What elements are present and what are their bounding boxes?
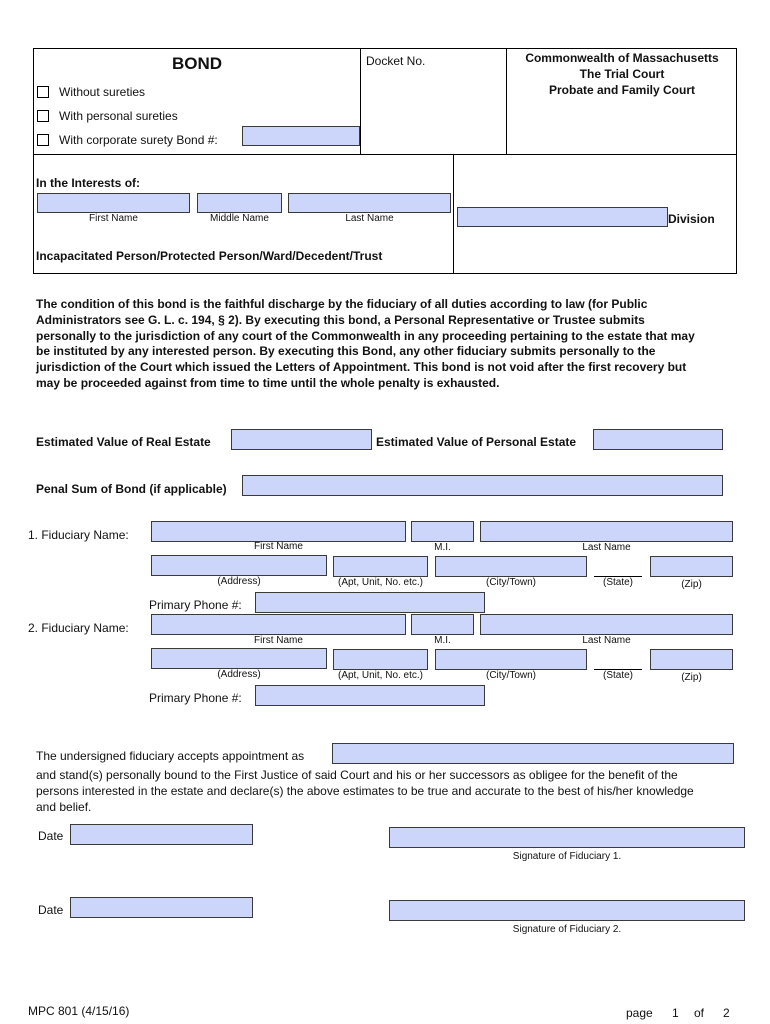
form-number: MPC 801 (4/15/16) [28, 1004, 130, 1018]
fiduciary2-caption-last: Last Name [582, 635, 631, 646]
fiduciary1-caption-apt: (Apt, Unit, No. etc.) [337, 577, 424, 588]
fiduciary1-mi-input[interactable] [411, 521, 474, 542]
form-title: BOND [172, 54, 223, 73]
fiduciary1-last-input[interactable] [480, 521, 733, 542]
of-word: of [694, 1006, 705, 1020]
fiduciary2-caption-address: (Address) [217, 669, 261, 680]
fiduciary2-phone-input[interactable] [255, 685, 485, 706]
fiduciary2-apt-input[interactable] [333, 649, 428, 670]
condition-line-1: The condition of this bond is the faithful discharge by the fiduciary of all duties according to law (for Public [36, 297, 648, 311]
fiduciary2-caption-mi: M.I. [434, 635, 451, 646]
appointment-capacity-input[interactable] [332, 743, 734, 764]
condition-line-5: jurisdiction of the Court which issued the Letters of Appointment. This bond is not void after the first recovery but [36, 360, 687, 374]
signature2-caption: Signature of Fiduciary 2. [512, 924, 622, 935]
fiduciary1-caption-first: First Name [254, 541, 303, 552]
fiduciary1-caption-state: (State) [602, 577, 633, 588]
option-personal-sureties: With personal sureties [59, 109, 178, 123]
condition-line-4: be instituted by any interested person. By executing this Bond, any other fiduciary submits personally to the [36, 344, 656, 358]
fiduciary2-address-input[interactable] [151, 648, 327, 669]
real-estate-input[interactable] [231, 429, 372, 450]
acceptance-line-3: and belief. [36, 800, 92, 814]
caption-first-name: First Name [89, 213, 138, 224]
caption-middle-name: Middle Name [210, 213, 269, 224]
court-line-1: Commonwealth of Massachusetts [525, 51, 719, 65]
fiduciary2-caption-state: (State) [602, 670, 633, 681]
fiduciary2-caption-first: First Name [254, 635, 303, 646]
acceptance-intro: The undersigned fiduciary accepts appointment as [36, 749, 305, 763]
page-number: 1 [672, 1006, 679, 1020]
checkbox-personal-sureties[interactable] [37, 110, 49, 122]
interests-label: In the Interests of: [36, 176, 141, 190]
checkbox-corporate-surety[interactable] [37, 134, 49, 146]
acceptance-line-2: persons interested in the estate and declare(s) the above estimates to be true and accurate to the best of his/her knowledge [36, 784, 694, 798]
fiduciary1-zip-input[interactable] [650, 556, 733, 577]
fiduciary1-address-input[interactable] [151, 555, 327, 576]
condition-line-3: personally to the jurisdiction of any court of the Commonwealth in any proceeding pertaining to the estate that may [36, 329, 695, 343]
signature1-input[interactable] [389, 827, 745, 848]
page-word: page [626, 1006, 653, 1020]
date2-label: Date [38, 903, 64, 917]
penal-sum-label: Penal Sum of Bond (if applicable) [36, 482, 227, 496]
checkbox-without-sureties[interactable] [37, 86, 49, 98]
date1-input[interactable] [70, 824, 253, 845]
signature2-input[interactable] [389, 900, 745, 921]
penal-sum-input[interactable] [242, 475, 723, 496]
fiduciary1-caption-mi: M.I. [434, 542, 451, 553]
court-line-2: The Trial Court [579, 67, 665, 81]
fiduciary2-caption-city: (City/Town) [485, 670, 536, 681]
personal-estate-label: Estimated Value of Personal Estate [376, 435, 577, 449]
fiduciary2-zip-input[interactable] [650, 649, 733, 670]
acceptance-line-1: and stand(s) personally bound to the First Justice of said Court and his or her successors as obligee for the benefit of the [36, 768, 678, 782]
interests-first-name-input[interactable] [37, 193, 190, 213]
fiduciary2-phone-label: Primary Phone #: [149, 691, 242, 705]
fiduciary2-label: 2. Fiduciary Name: [28, 621, 129, 635]
condition-line-6: may be proceeded against from time to time until the whole penalty is exhausted. [36, 376, 500, 390]
division-label: Division [668, 212, 715, 226]
court-line-3: Probate and Family Court [548, 83, 696, 97]
corporate-bond-number-input[interactable] [242, 126, 360, 146]
fiduciary1-caption-city: (City/Town) [485, 577, 536, 588]
option-without-sureties: Without sureties [59, 85, 146, 99]
fiduciary2-first-input[interactable] [151, 614, 406, 635]
fiduciary1-phone-input[interactable] [255, 592, 485, 613]
fiduciary1-phone-label: Primary Phone #: [149, 598, 242, 612]
interests-last-name-input[interactable] [288, 193, 451, 213]
fiduciary1-first-input[interactable] [151, 521, 406, 542]
interests-subject: Incapacitated Person/Protected Person/Ward/Decedent/Trust [36, 249, 383, 263]
fiduciary2-city-input[interactable] [435, 649, 587, 670]
fiduciary1-caption-zip: (Zip) [681, 579, 702, 590]
signature1-caption: Signature of Fiduciary 1. [512, 851, 622, 862]
date1-label: Date [38, 829, 64, 843]
fiduciary2-caption-apt: (Apt, Unit, No. etc.) [337, 670, 424, 681]
fiduciary2-last-input[interactable] [480, 614, 733, 635]
condition-line-2: Administrators see G. L. c. 194, § 2). By executing this bond, a Personal Representative or Trustee submits [36, 313, 645, 327]
option-corporate-surety: With corporate surety Bond #: [59, 133, 218, 147]
header-divider-1 [360, 48, 361, 155]
fiduciary2-caption-zip: (Zip) [681, 672, 702, 683]
fiduciary1-label: 1. Fiduciary Name: [28, 528, 129, 542]
interests-divider [453, 154, 454, 274]
personal-estate-input[interactable] [593, 429, 723, 450]
fiduciary2-mi-input[interactable] [411, 614, 474, 635]
fiduciary1-city-input[interactable] [435, 556, 587, 577]
caption-last-name: Last Name [345, 213, 394, 224]
date2-input[interactable] [70, 897, 253, 918]
page-total: 2 [723, 1006, 730, 1020]
interests-middle-name-input[interactable] [197, 193, 282, 213]
docket-label: Docket No. [366, 54, 426, 68]
real-estate-label: Estimated Value of Real Estate [36, 435, 211, 449]
fiduciary1-caption-address: (Address) [217, 576, 261, 587]
fiduciary1-caption-last: Last Name [582, 542, 631, 553]
division-input[interactable] [457, 207, 668, 227]
fiduciary1-apt-input[interactable] [333, 556, 428, 577]
